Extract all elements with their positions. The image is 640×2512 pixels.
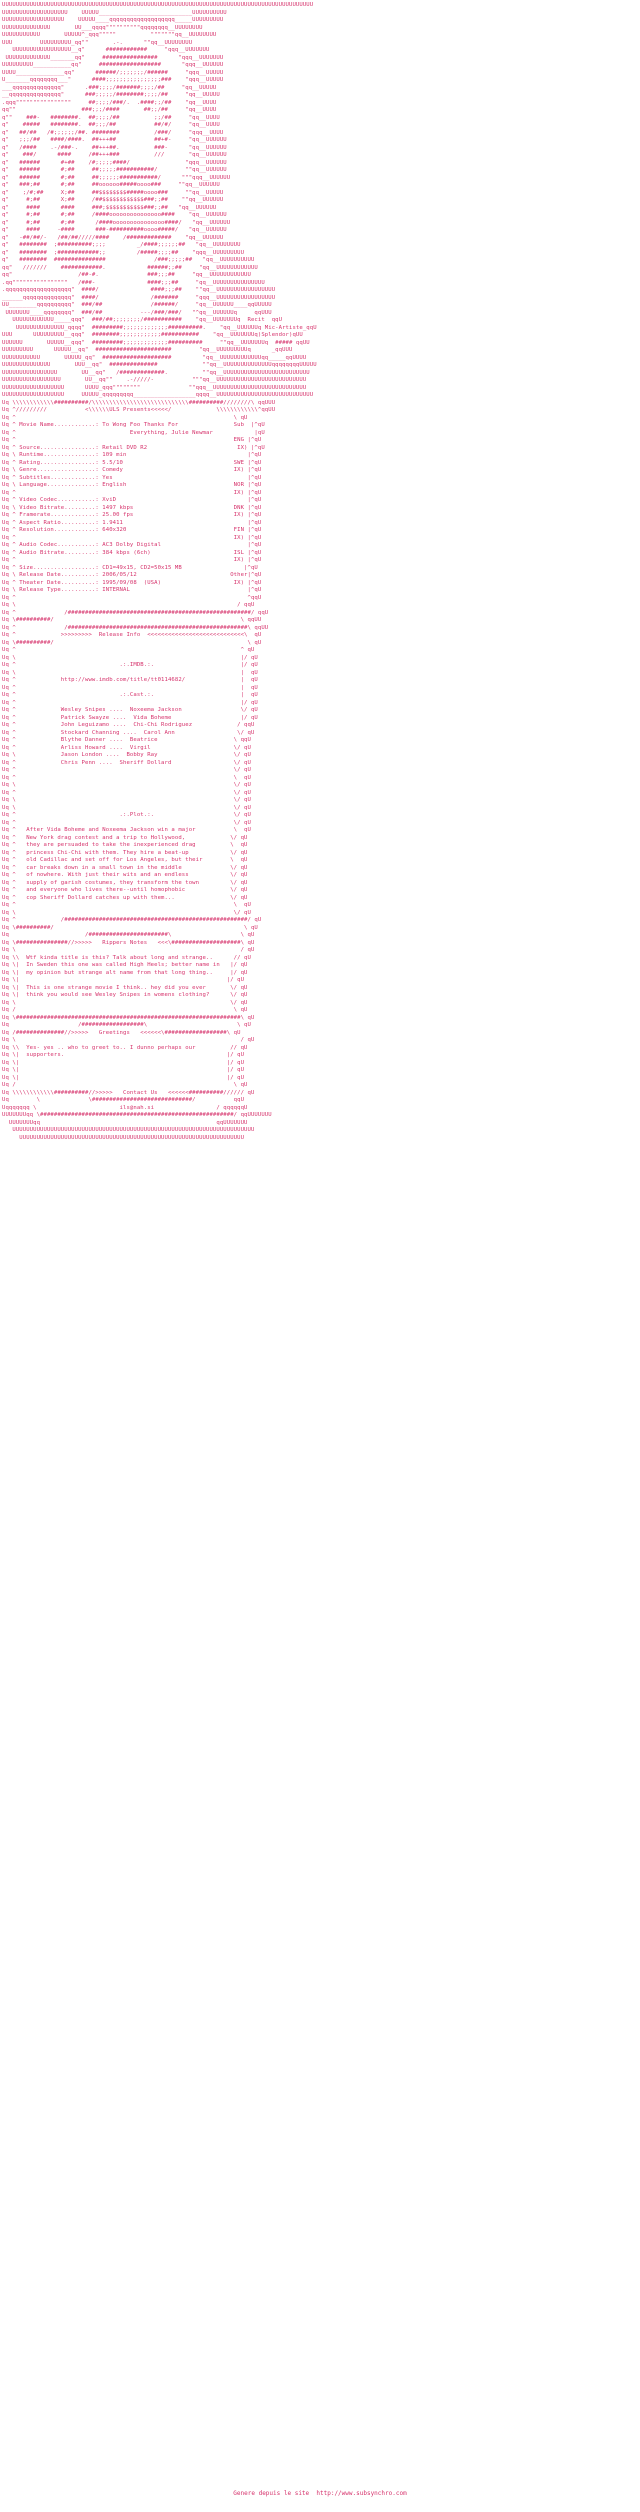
nfo-line: UUUUUU UUUUU__qqq" #########;;;;;;;;;;;;;########## ""qq__UUUUUUUq ##### qqUU — [2, 339, 310, 346]
nfo-line: Uq ^ Size..................: CD1=49x15, CD2=50x15 MB |^qU — [2, 564, 258, 571]
nfo-line: q" ;;;/## ####/####. ##+++## ##+#- "qq__UUUUUU — [2, 137, 227, 143]
nfo-line: Uq \ / qU — [2, 947, 255, 953]
nfo-line: Uq ^ /####################################################\ qqUU — [2, 624, 269, 631]
nfo-line: __qqqqqqqqqqqqqqq" ###;;;;;/########;;;;/## "qq__UUUUU — [2, 92, 220, 98]
nfo-line: q" ;/#;## X;## ##$$$$$$$$#####oooo### ""qq__UUUUU — [2, 189, 224, 196]
nfo-line: UUUUUUUUUUUUUU_qqqq" #########;;;;;;;;;;;;;##########. "qq__UUUUUUq Mic-Artiste_qqU — [2, 324, 317, 331]
nfo-line: Uq ^ Resolution............: 640x320 FIN |^qU — [2, 527, 262, 533]
nfo-line: Uq / \ qU — [2, 1007, 248, 1013]
nfo-line: Uq ^ and everyone who lives there--until homophobic \/ qU — [2, 887, 248, 893]
nfo-line: .qqqqqqqqqqqqqqqqqqq" ####/ ####;;;## ""qq__UUUUUUUUUUUUUUUUU — [2, 287, 276, 293]
nfo-line: UUUUUUUUUUUUUUUUUUUUUUUUUUUUUUUUUUUUUUUUUUUUUUUUUUUUUUUUUUUUUUUUU — [2, 1134, 245, 1141]
nfo-line: Uq \ \/ qU — [2, 782, 251, 788]
nfo-line: Uq ^ ^ qU — [2, 647, 255, 653]
nfo-line: Uq /##################\ \ qU — [2, 1022, 251, 1028]
nfo-line: UUUUUUUUUUUUUUUUUUUUUUUUUUUUUUUUUUUUUUUUUUUUUUUUUUUUUUUUUUUUUUUUUUUUUUUUUUUUUUUUUUUUUUUUUU — [2, 2, 314, 8]
nfo-line: Uq ^ princess Chi-Chi with them. They hire a beat-up \/ qU — [2, 849, 248, 856]
nfo-line: Uq ^ ENG |^qU — [2, 437, 262, 443]
nfo-line: UUUUUUUUU___________qq" ################## "qqq__UUUUUU — [2, 62, 224, 68]
nfo-line: Uq / \ qU — [2, 1082, 248, 1088]
nfo-line: Uq \ Jason London .... Bobby Ray \/ qU — [2, 752, 251, 758]
nfo-line: Uq ^ Audio Codec...........: AC3 Dolby Digital |^qU — [2, 542, 262, 548]
nfo-line: q" /#### .-/###-. ##+++##. ###- "qq__UUUUUU — [2, 144, 227, 151]
nfo-line: Uq ^ >>>>>>>>> Release Info <<<<<<<<<<<<<<<<<<<<<<<<<<<<\ qU — [2, 632, 262, 638]
nfo-line: q" ######## ;##########;;;; _/####;;;;;;## "qq__UUUUUUUU — [2, 242, 241, 248]
nfo-line: UUUUUUUqq \########################################################/ qqUUUUUUU — [2, 1112, 272, 1118]
nfo-line: Uq \| think you would see Wesley Snipes in womens clothing? \/ qU — [2, 992, 248, 998]
nfo-line: qq" /##-#. ###;;;## "qq__UUUUUUUUUUUU — [2, 272, 251, 278]
nfo-line: Uq ^ old Cadillac and set off for Los Angeles, but their \ qU — [2, 857, 248, 863]
nfo-line: Uq \ \/ qU — [2, 999, 248, 1006]
nfo-line: Uq \ / qqU — [2, 602, 255, 608]
nfo-line: Uq ^ IX) |^qU — [2, 534, 262, 541]
nfo-line: Uq ^ supply of garish costumes, they transform the town \/ qU — [2, 879, 248, 886]
nfo-line: q" #;## X;## /##$$$$$$$$$$$$###;;## ""qq__UUUUUU — [2, 197, 224, 203]
nfo-line: ______qqqqqqqqqqqqqq" ####/ /####### "qqq__UUUUUUUUUUUUUUUUU — [2, 294, 276, 301]
nfo-line: Uq ^ cop Sheriff Dollard catches up with them... \/ qU — [2, 894, 248, 901]
nfo-line: Uq ^ Theater Date..........: 1995/09/08 (USA) IX) |^qU — [2, 579, 262, 586]
nfo-line: Uq ^ Aspect Ratio..........: 1.9411 |^qU — [2, 519, 262, 526]
nfo-line: Uq ^ /#####################################################/ qqU — [2, 609, 269, 616]
nfo-line: Uq /##############//>>>>> Greetings <<<<<<\##################\ qU — [2, 1029, 241, 1036]
nfo-line: UUUUUUUUUUUUUUUU UU__qq" /#############. ""qq__UUUUUUUUUUUUUUUUUUUUUUUUU — [2, 369, 310, 376]
nfo-line: Uq \| |/ qU — [2, 1067, 245, 1073]
nfo-line: Uq \ \/ qU — [2, 909, 251, 916]
nfo-line: UUUUUUUUUUUUUUUUUUU UUUUU___________________________UUUUUUUUUU — [2, 9, 227, 16]
nfo-line: Uq \| supporters. |/ qU — [2, 1052, 245, 1058]
nfo-line: Uq \##########/ \ qU — [2, 924, 258, 931]
nfo-line: Uq /#######################\ \ qU — [2, 932, 255, 938]
nfo-line: Uq \ Runtime...............: 109 min |^qU — [2, 452, 262, 458]
nfo-line: Uq ^ ^qqU — [2, 594, 262, 601]
nfo-line: Uq ^ \/ qU — [2, 789, 251, 796]
nfo-line: q" ###;## #;## ##oooooo#####oooo### ""qq__UUUUUU — [2, 182, 220, 188]
nfo-line: Uq ^ Framerate.............: 25.00 fps IX) |^qU — [2, 512, 262, 518]
nfo-line: q"" ###- ########. ##;;;;/## ;;/## "qq__UUUU — [2, 114, 220, 121]
nfo-line: Uq ^ Audio Bitrate.........: 384 kbps (6ch) ISL |^qU — [2, 549, 262, 556]
nfo-line: q" -##/##/- /##/##/////#### /############# "qq__UUUUUU — [2, 234, 224, 241]
nfo-line: Uq \ Video Bitrate.........: 1497 kbps DNK |^qU — [2, 504, 262, 511]
nfo-line: Uq \ \/ qU — [2, 804, 251, 811]
nfo-line: q" ######## ############### /###;;;;;## "qq__UUUUUUUUUU — [2, 257, 255, 263]
nfo-line: Uq \| |/ qU — [2, 1074, 245, 1081]
nfo-line: Uq ^ they are persuaded to take the inexperienced drag \ qU — [2, 842, 248, 848]
nfo-line: Uq ^ New York drag contest and a trip to Hollywood, \/ qU — [2, 834, 248, 841]
nfo-line: Uq ^ IX) |^qU — [2, 489, 262, 496]
nfo-line: Uq ^ Blythe Danner .... Beatrice \ qqU — [2, 737, 251, 743]
nfo-line: q" #### -#### ###-##########oooo#####/ "qq__UUUUUU — [2, 227, 227, 233]
nfo-line: UUUUUUUUUUUUUUUUUUUUUUUUUUUUUUUUUUUUUUUUUUUUUUUUUUUUUUUUUUUUUUUUUUUUUU — [2, 1127, 255, 1133]
nfo-line: UUUUUUUUUUUUUU UU___qqqq""""""""""qqqqqqqq__UUUUUUUU — [2, 24, 203, 31]
nfo-line: Uq ^ Rating................: 5.5/10 SWE |^qU — [2, 459, 262, 466]
nfo-line: Uq \ Release Date..........: 2006/05/12 Other|^qU — [2, 572, 262, 578]
nfo-line: .qq"""""""""""""""" /###- ####;;;## "qq__UUUUUUUUUUUUUUU — [2, 279, 265, 286]
nfo-line: Uq \ \#############################/ qqU — [2, 1097, 245, 1103]
nfo-line: Uq ^ /#####################################################/ qU — [2, 917, 262, 923]
nfo-line: Uq ^ \/ qU — [2, 819, 251, 826]
nfo-line: q" ##/## /#;;;;;;/##. ######## /###/ "qqq__UUUU — [2, 129, 224, 136]
nfo-line: Uq ^ \ qU — [2, 902, 251, 908]
nfo-line: Uq \ Genre.................: Comedy IX) |^qU — [2, 467, 262, 473]
nfo-line: q" ######## ;############;; /#####;;;;## "qqq__UUUUUUUUU — [2, 249, 245, 256]
nfo-line: Uq \ Release Type..........: INTERNAL |^qU — [2, 587, 262, 593]
nfo-line: q" #;## #;## /####ooooooooooooooo####/ "qq__UUUUUU — [2, 219, 231, 226]
nfo-line: Uq ^ Movie Name............: To Wong Foo Thanks For Sub |^qU — [2, 422, 265, 428]
nfo-line: Uq \\\\\\\\\\\\##########//>>>>> Contact Us <<<<<<##########////// qU — [2, 1089, 255, 1096]
nfo-line: Uq \ | qU — [2, 669, 258, 676]
nfo-line: Uq \\ Yes- yes .. who to greet to.. I dunno perhaps our // qU — [2, 1044, 248, 1051]
nfo-line: U_______qqqqqqqq___" ####;;;;;;;;;;;;;;;;### "qqq__UUUUU — [2, 77, 224, 83]
nfo-line: .qqq"""""""""""""""" ##;;;;/###/. .####;;/## "qq__UUUU — [2, 99, 217, 106]
nfo-line: Uq \\\\\\\\\\\\##########/\\\\\\\\\\\\\\\\\\\\\\\\\\\\##########////////\ qqUUU — [2, 399, 276, 406]
nfo-line: Uq ^ IX) |^qU — [2, 557, 262, 563]
nfo-line: UUUUUUUUUUUUUUUUUU UUUUU_qqqqqqqqq__________________qqqq__UUUUUUUUUUUUUUUUUUUUUUUUUUUU — [2, 392, 314, 398]
nfo-line: Uq \\ Wtf kinda title is this? Talk about long and strange.. // qU — [2, 954, 251, 961]
nfo-line: UUUUUUUUUUUUUUUUU UU__qq"" .-/////- """qq__UUUUUUUUUUUUUUUUUUUUUUUUUU — [2, 377, 307, 383]
nfo-line: UUUUUUUUU UUUUU__qq" ###################### "qq__UUUUUUUUUq _qqUUU — [2, 347, 293, 353]
nfo-line: Uq \| This is one strange movie I think.. hey did you ever \/ qU — [2, 984, 248, 991]
nfo-line: q" ##### ########. ##;;;/## ##/#/ "qq__UUUU — [2, 122, 220, 128]
nfo-line: UUUUUUUUUUUUUUUUUU UUUU_qqq"""""""" ""qqq__UUUUUUUUUUUUUUUUUUUUUUUUUUU — [2, 384, 307, 391]
nfo-ascii-art — [2, 2, 638, 1142]
nfo-line: Uq ^ John Leguizamo .... Chi-Chi Rodriguez / qqU — [2, 722, 255, 728]
nfo-line: Uq ^ Subtitles.............: Yes |^qU — [2, 474, 262, 481]
nfo-line: Uq ^ Patrick Swayze .... Vida Boheme |/ qU — [2, 714, 258, 721]
nfo-line: Uq \#################################################################\ qU — [2, 1014, 255, 1021]
nfo-line: Uq \ / qU — [2, 1037, 255, 1043]
nfo-line: Uq \ \/ qU — [2, 797, 251, 803]
nfo-line: Uq ^ of nowhere. With just their wits and an endless \/ qU — [2, 872, 248, 878]
nfo-line: Uqqqqqqq \ ils@nah.si / qqqqqqU — [2, 1104, 248, 1111]
nfo-line: Uq \| |/ qU — [2, 977, 245, 983]
nfo-line: Uq ^ \ qU — [2, 414, 248, 421]
footer-text: Genere depuis le site http://www.subsynchro.com — [233, 2490, 407, 2497]
nfo-line: Uq ^ \ qU — [2, 774, 251, 781]
nfo-line: Uq ^ Source................: Retail DVD R2 IX) |^qU — [2, 444, 265, 451]
nfo-line: Uq ^ \/ qU — [2, 767, 251, 773]
nfo-line: q" ###/ #### /##+++### /// "qq__UUUUUU — [2, 152, 227, 158]
nfo-line: Uq ^ Wesley Snipes .... Noxeema Jackson \/ qU — [2, 707, 258, 713]
nfo-line: Uq ^ |/ qU — [2, 699, 258, 706]
nfo-line: UUUUUUUUUUUUU_______qq" ################ "qqq__UUUUUUU — [2, 54, 224, 61]
nfo-line: ___qqqqqqqqqqqqqq" .###;;;;/#######;;;;/## "qq__UUUUU — [2, 84, 217, 91]
nfo-line: Uq ^ .:.IMDB.:. |/ qU — [2, 662, 258, 668]
nfo-line: qq"" ###;;;/#### ##;;/## "qq__UUUU — [2, 107, 217, 113]
nfo-line: UUUUUUU____qqqqqqqq" ###/## ---/###/###/ "^qq__UUUUUUq qqUUU — [2, 309, 272, 316]
nfo-line: Uq ^ http://www.imdb.com/title/tt0114682/ | qU — [2, 677, 258, 683]
nfo-line: Uq ^ Stockard Channing .... Carol Ann \/ qU — [2, 729, 255, 736]
nfo-line: q" ###### #+## /#;;;;;####/ "qqq__UUUUUU — [2, 159, 227, 166]
nfo-line: Uq ^ Everything, Julie Newmar |qU — [2, 429, 265, 436]
nfo-line: UU________qqqqqqqqqq" ###/## /######/ "qq__UUUUUU____qqUUUUU — [2, 302, 272, 308]
nfo-line: Uq ^ After Vida Boheme and Noxeema Jackson win a major \ qU — [2, 827, 251, 833]
nfo-line: UUUUUUUUUUUUUU UUU__qq" ############## ""qq__UUUUUUUUUUUUUUqqqqqqqqUUUUU — [2, 362, 317, 368]
nfo-line: Uq \ Language..............: English NOR |^qU — [2, 482, 262, 488]
nfo-line: Uq ^ Arliss Howard .... Virgil \/ qU — [2, 744, 251, 751]
nfo-line: Uq ^ Video Codec...........: XviD |^qU — [2, 497, 262, 503]
nfo-line: UUU UUUUUUUUU__qqq" ########;;;;;;;;;;;;########### "qq__UUUUUUUq)Splendor)qUU — [2, 332, 303, 338]
nfo-line: Uq \| |/ qU — [2, 1059, 245, 1066]
nfo-line: Uq ^ Chris Penn .... Sheriff Dollard \/ qU — [2, 759, 251, 766]
nfo-line: Uq \###############//>>>>> Rippers Notes <<<\####################\ qU — [2, 939, 255, 946]
nfo-line: q" #### #### ###;$$$$$$$$$$$###;;## "qq__UUUUUU — [2, 204, 217, 211]
nfo-line: UUUUUUUUUUUUUUUUU__q" ############ "qqq__UUUUUUU — [2, 47, 210, 53]
nfo-line: UUUUUUUqq qqUUUUUUU — [2, 1119, 248, 1126]
nfo-line: q" ###### #;## ##;;;;;###########/ ""qq__UUUUUU — [2, 167, 227, 173]
nfo-line: Uq \##########/ \ qU — [2, 639, 262, 646]
nfo-line: UUUUUUUUUUU UUUUU_qq" #################### "qq__UUUUUUUUUUUUqq_____qqUUUU — [2, 354, 307, 361]
nfo-line: UUUU______________qq" ######/;;;;;;;/###### "qqq__UUUUU — [2, 69, 224, 76]
nfo-line: Uq \##########/ \ qqUU — [2, 617, 262, 623]
nfo-line: Uq ^ .:.Cast.:. | qU — [2, 692, 258, 698]
nfo-line: q" ###### #;## ##;;;;;;###########/ """qqq__UUUUUU — [2, 174, 231, 181]
nfo-line: Uq ^ .:.Plot.:. \/ qU — [2, 812, 251, 818]
nfo-line: Uq \ |/ qU — [2, 654, 258, 661]
nfo-line: UUUUUUUUUUUUUUUUUU UUUUU____qqqqqqqqqqqqqqqqqqq_____UUUUUUUUU — [2, 17, 224, 23]
nfo-line: Uq \| my opinion but strange alt name from that long thing.. |/ qU — [2, 969, 248, 976]
nfo-line: Uq \| In Sweden this one was called High Heels; better name in |/ qU — [2, 962, 248, 968]
nfo-line: Uq ^ | qU — [2, 684, 258, 691]
nfo-line: qq" /////// ############. ######;;## "qq__UUUUUUUUUUUU — [2, 264, 258, 271]
nfo-line: UUUUUUUUUUUU_____qqq" ###/##;;;;;;;;/########### "qq__UUUUUUUq Recit qqU — [2, 317, 283, 323]
nfo-line: Uq ^///////// <\\\\\\ULS Presents<<<<</ \\\\\\\\\\\\^qqUU — [2, 407, 276, 413]
nfo-line: UUU UUUUUUUUU_qq"" .-. ""qq__UUUUUUUU — [2, 39, 193, 46]
nfo-line: Uq ^ car breaks down in a small town in the middle \/ qU — [2, 864, 248, 871]
nfo-line: q" #;## #;## /####ooooooooooooooo#### "qq__UUUUUU — [2, 212, 227, 218]
nfo-line: UUUUUUUUUUU UUUUU^_qqq""""" """""""qq__UUUUUUUU — [2, 32, 217, 38]
